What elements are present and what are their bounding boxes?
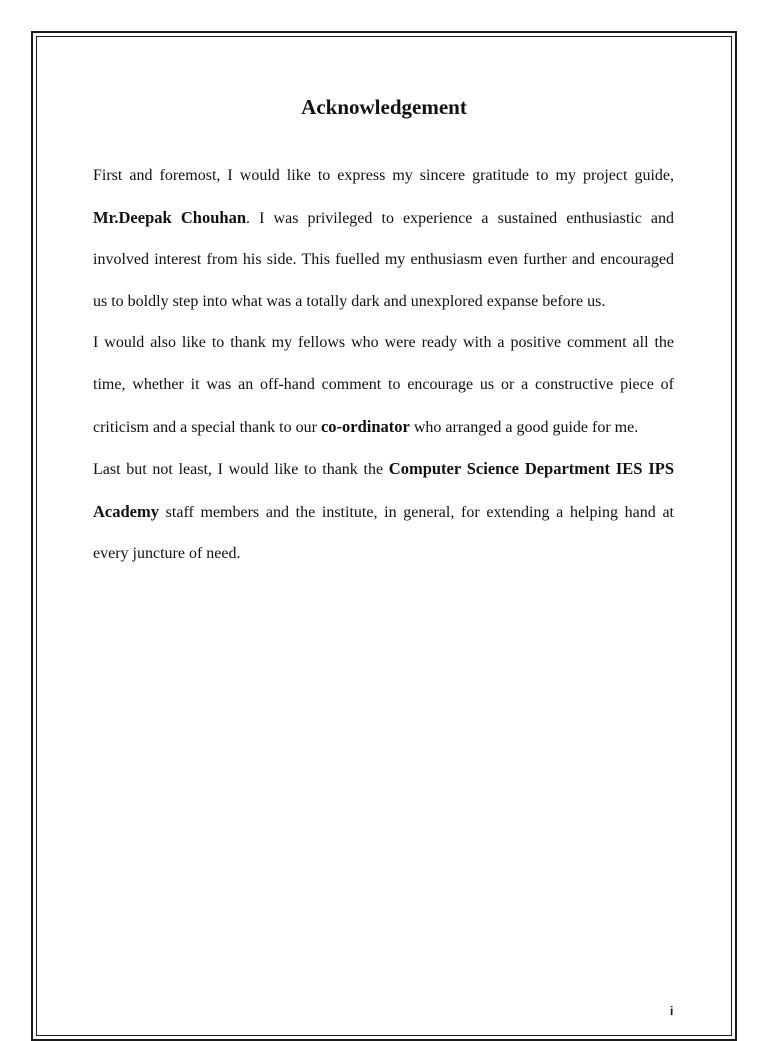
paragraph-text: . I was privileged to experience a sustained enthusiastic and involved interest from his side. This fuelled my enthusiasm even further and encouraged us to boldly step into what was a totally dark and unexplored expanse before us. [93, 209, 675, 310]
paragraph-department [93, 448, 674, 575]
paragraph-guide [93, 155, 674, 322]
paragraph-fellows [93, 322, 674, 448]
page-number: i [670, 1004, 674, 1018]
paragraph-text: I would also like to thank my fellows who were ready with a positive comment all the time, whether it was an off-hand comment to encourage us or a constructive piece of criticism and a special thank to our [93, 334, 674, 436]
coordinator-term: co-ordinator [320, 416, 410, 436]
acknowledgement-body [93, 155, 674, 575]
paragraph-text: Last but not least, I would like to thank the [93, 461, 389, 479]
paragraph-text: who arranged a good guide for me. [409, 418, 639, 436]
paragraph-text: staff members and the institute, in general, for extending a helping hand at every juncture of need. [93, 503, 674, 563]
page-title: Acknowledgement [301, 95, 467, 119]
paragraph-text: First and foremost, I would like to express my sincere gratitude to my project guide, [93, 167, 674, 184]
guide-name: Mr.Deepak Chouhan [93, 207, 247, 227]
department-name: Computer Science Department IES IPS Academy [93, 459, 675, 521]
